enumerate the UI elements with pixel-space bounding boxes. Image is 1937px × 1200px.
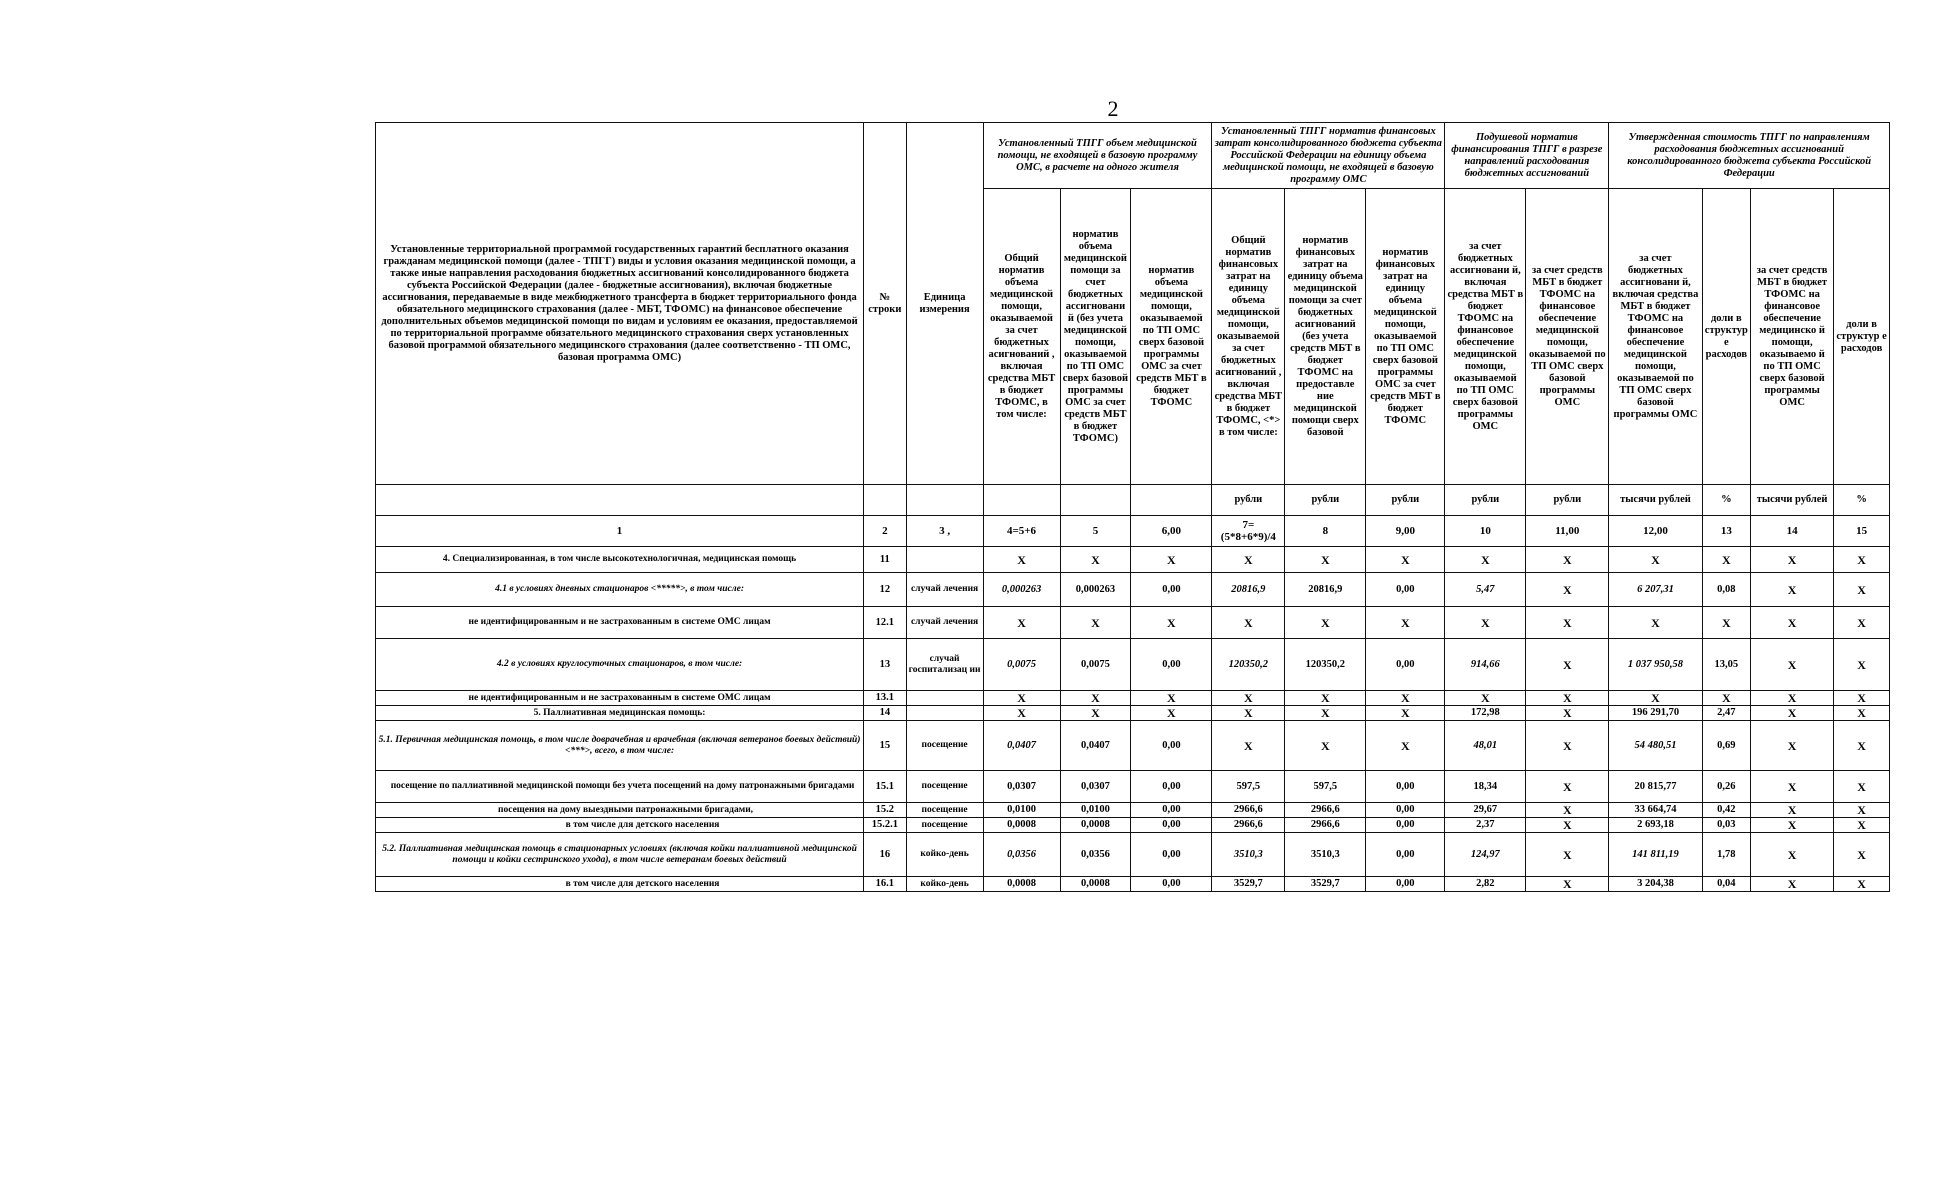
header-col-12: за счет бюджетных ассигновани й, включая средства МБТ в бюджет ТФОМС на финансовое обеспечение медицинской помощи, оказываемой по ТП ОМС сверх базовой программы ОМС	[1609, 189, 1702, 485]
table-row	[376, 721, 1890, 771]
header-col-6: норматив объема медицинской помощи, оказываемой по ТП ОМС сверх базовой программы ОМС за счет средств МБТ в бюджет ТФОМС	[1131, 189, 1212, 485]
header-col-5: норматив объема медицинской помощи за счет бюджетных ассигновани й (без учета медицинской помощи, оказываемой по ТП ОМС сверх базовой программы ОМС за счет средств МБТ в бюджет ТФОМС)	[1060, 189, 1131, 485]
table-cell: X	[1212, 691, 1285, 706]
index-cell: 15	[1834, 516, 1890, 547]
table-cell: X	[1834, 573, 1890, 607]
header-col-8: норматив финансовых затрат на единицу объема медицинской помощи за счет бюджетных асигнований (без учета средств МБТ в бюджет ТФОМС на предоставле ние медицинской помощи сверх базовой	[1285, 189, 1366, 485]
table-row	[376, 833, 1890, 877]
table-cell: 141 811,19	[1609, 833, 1702, 877]
unit-cell: %	[1834, 485, 1890, 516]
index-cell: 13	[1702, 516, 1751, 547]
table-cell: 0,0407	[983, 721, 1060, 771]
header-col-10: за счет бюджетных ассигновани й, включая средства МБТ в бюджет ТФОМС на финансовое обеспечение медицинской помощи, оказываемой по ТП ОМС сверх базовой программы ОМС	[1445, 189, 1526, 485]
unit-cell: рубли	[1285, 485, 1366, 516]
table-cell: 0,0075	[983, 639, 1060, 691]
row-unit: койко-день	[906, 877, 983, 892]
table-cell: X	[1751, 833, 1834, 877]
table-cell: 20816,9	[1212, 573, 1285, 607]
table-row	[376, 771, 1890, 803]
index-cell: 5	[1060, 516, 1131, 547]
table-cell: X	[1060, 691, 1131, 706]
header-group-cost-norm: Установленный ТПГГ норматив финансовых затрат консолидированного бюджета субъекта Российской Федерации на единицу объема медицинской помощи, не входящей в базовую программу ОМС	[1212, 123, 1445, 189]
table-cell: 0,0407	[1060, 721, 1131, 771]
table-cell: X	[1834, 691, 1890, 706]
table-cell: 0,00	[1131, 573, 1212, 607]
index-cell: 6,00	[1131, 516, 1212, 547]
header-unit: Единица измерения	[906, 123, 983, 485]
index-cell: 9,00	[1366, 516, 1445, 547]
row-unit	[906, 691, 983, 706]
header-col-14: за счет средств МБТ в бюджет ТФОМС на финансовое обеспечение медицинско й помощи, оказываемо й по ТП ОМС сверх базовой программы ОМС	[1751, 189, 1834, 485]
table-cell: 0,00	[1131, 721, 1212, 771]
table-cell: X	[1702, 547, 1751, 573]
table-cell: 0,000263	[983, 573, 1060, 607]
table-cell: 0,0356	[1060, 833, 1131, 877]
table-cell: X	[1751, 877, 1834, 892]
table-cell: 0,0307	[983, 771, 1060, 803]
index-cell: 7= (5*8+6*9)/4	[1212, 516, 1285, 547]
row-name: не идентифицированным и не застрахованным в системе ОМС лицам	[376, 691, 864, 706]
table-cell: X	[1834, 721, 1890, 771]
unit-cell: тысячи рублей	[1609, 485, 1702, 516]
table-cell: 120350,2	[1212, 639, 1285, 691]
table-cell: 3510,3	[1285, 833, 1366, 877]
table-cell: 0,00	[1131, 877, 1212, 892]
table-cell: 0,26	[1702, 771, 1751, 803]
table-cell: 0,00	[1366, 803, 1445, 818]
table-cell: 2,82	[1445, 877, 1526, 892]
unit-cell: рубли	[1366, 485, 1445, 516]
table-cell: X	[1751, 547, 1834, 573]
header-col-15: доли в структур е расходов	[1834, 189, 1890, 485]
table-cell: 20 815,77	[1609, 771, 1702, 803]
row-name: 4. Специализированная, в том числе высокотехнологичная, медицинская помощь	[376, 547, 864, 573]
table-cell: X	[1751, 691, 1834, 706]
table-cell: 5,47	[1445, 573, 1526, 607]
unit-cell: %	[1702, 485, 1751, 516]
row-number: 12.1	[864, 607, 907, 639]
row-unit: случай госпитализац ии	[906, 639, 983, 691]
table-cell: X	[1834, 833, 1890, 877]
table-row	[376, 691, 1890, 706]
table-cell: X	[1609, 607, 1702, 639]
table-cell: X	[1366, 607, 1445, 639]
row-number: 11	[864, 547, 907, 573]
table-cell: 33 664,74	[1609, 803, 1702, 818]
row-name: 5.1. Первичная медицинская помощь, в том числе доврачебная и врачебная (включая ветеранов боевых действий) <***>, всего, в том числе:	[376, 721, 864, 771]
table-cell: 0,69	[1702, 721, 1751, 771]
header-col-9: норматив финансовых затрат на единицу объема медицинской помощи, оказываемой по ТП ОМС сверх базовой программы ОМС за счет средств МБТ в бюджет ТФОМС	[1366, 189, 1445, 485]
header-description: Установленные территориальной программой государственных гарантий бесплатного оказания гражданам медицинской помощи (далее - ТПГГ) виды и условия оказания медицинской помощи, а также иные направления расходования бюджетных ассигнований консолидированного бюджета субъекта Российской Федерации (далее - бюджетные ассигнования), включая бюджетные ассигнования, передаваемые в виде межбюджетного трансферта в бюджет территориального фонда обязательного медицинского страхования (далее - МБТ, ТФОМС) на финансовое обеспечение дополнительных объемов медицинской помощи по видам и условиям ее оказания, предоставляемой по территориальной программе обязательного медицинского страхования сверх установленных базовой программой обязательного медицинского страхования (далее соответственно - ТП ОМС, базовая программа ОМС)	[376, 123, 864, 485]
table-cell: 0,0356	[983, 833, 1060, 877]
index-cell: 8	[1285, 516, 1366, 547]
row-number: 15.1	[864, 771, 907, 803]
table-cell: 2 693,18	[1609, 818, 1702, 833]
table-cell: 196 291,70	[1609, 706, 1702, 721]
index-cell: 1	[376, 516, 864, 547]
unit-cell: рубли	[1445, 485, 1526, 516]
table-cell: X	[1131, 607, 1212, 639]
row-name: посещения на дому выездными патронажными бригадами,	[376, 803, 864, 818]
row-unit: посещение	[906, 771, 983, 803]
table-cell: 0,0008	[1060, 818, 1131, 833]
table-cell: X	[1609, 547, 1702, 573]
table-cell: X	[1445, 607, 1526, 639]
table-cell: 0,04	[1702, 877, 1751, 892]
table-cell: 914,66	[1445, 639, 1526, 691]
row-number: 15.2	[864, 803, 907, 818]
table-cell: X	[1212, 547, 1285, 573]
table-row	[376, 639, 1890, 691]
table-cell: X	[1834, 818, 1890, 833]
table-row	[376, 547, 1890, 573]
row-number: 16	[864, 833, 907, 877]
row-unit	[906, 547, 983, 573]
table-cell: X	[1285, 607, 1366, 639]
table-cell: 2966,6	[1212, 803, 1285, 818]
table-body	[376, 547, 1890, 892]
table-cell: 0,0100	[1060, 803, 1131, 818]
table-cell: 0,00	[1131, 818, 1212, 833]
header-col-11: за счет средств МБТ в бюджет ТФОМС на финансовое обеспечение медицинской помощи, оказываемой по ТП ОМС сверх базовой программы ОМС	[1526, 189, 1609, 485]
table-cell: 0,00	[1366, 877, 1445, 892]
table-cell: 3529,7	[1285, 877, 1366, 892]
row-unit: посещение	[906, 803, 983, 818]
row-number: 13.1	[864, 691, 907, 706]
table-cell: X	[1526, 803, 1609, 818]
table-cell: X	[1131, 547, 1212, 573]
table-cell: 0,0100	[983, 803, 1060, 818]
table-cell: 0,00	[1366, 771, 1445, 803]
table-cell: X	[1526, 639, 1609, 691]
row-name: посещение по паллиативной медицинской помощи без учета посещений на дому патронажными бригадами	[376, 771, 864, 803]
table-cell: X	[1285, 721, 1366, 771]
table-cell: X	[1285, 547, 1366, 573]
table-cell: X	[1366, 706, 1445, 721]
table-cell: X	[983, 706, 1060, 721]
row-name: в том числе для детского населения	[376, 818, 864, 833]
table-cell: X	[1834, 771, 1890, 803]
row-unit	[906, 706, 983, 721]
table-cell: 48,01	[1445, 721, 1526, 771]
header-col-4: Общий норматив объема медицинской помощи, оказываемой за счет бюджетных асигнований , включая средства МБТ в бюджет ТФОМС, в том числе:	[983, 189, 1060, 485]
table-cell: 20816,9	[1285, 573, 1366, 607]
table-cell: 597,5	[1285, 771, 1366, 803]
index-cell: 11,00	[1526, 516, 1609, 547]
index-cell: 3 ,	[906, 516, 983, 547]
table-cell: X	[1751, 721, 1834, 771]
row-unit: случай лечения	[906, 573, 983, 607]
header-col-13: доли в структур е расходов	[1702, 189, 1751, 485]
table-cell: X	[1212, 706, 1285, 721]
table-row	[376, 877, 1890, 892]
table-cell: X	[1834, 706, 1890, 721]
table-cell: X	[983, 607, 1060, 639]
table-cell: X	[1526, 833, 1609, 877]
row-name: в том числе для детского населения	[376, 877, 864, 892]
table-cell: X	[1366, 721, 1445, 771]
header-group-approved-cost: Утвержденная стоимость ТПГГ по направлениям расходования бюджетных ассигнований консолидированного бюджета субъекта Российской Федерации	[1609, 123, 1890, 189]
table-cell: 0,0008	[1060, 877, 1131, 892]
index-cell: 2	[864, 516, 907, 547]
table-cell: X	[1060, 607, 1131, 639]
row-name: 5.2. Паллиативная медицинская помощь в стационарных условиях (включая койки паллиативной медицинской помощи и койки сестринского ухода), в том числе ветеранам боевых действий	[376, 833, 864, 877]
table-cell: 2966,6	[1212, 818, 1285, 833]
table-cell: X	[1834, 547, 1890, 573]
table-cell: 0,00	[1131, 833, 1212, 877]
header-group-per-capita: Подушевой норматив финансирования ТПГГ в разрезе направлений расходования бюджетных ассигнований	[1445, 123, 1609, 189]
table-cell: X	[1526, 877, 1609, 892]
row-number: 13	[864, 639, 907, 691]
row-name: 4.1 в условиях дневных стационаров <*****>, в том числе:	[376, 573, 864, 607]
header-group-volume: Установленный ТПГГ объем медицинской помощи, не входящей в базовую программу ОМС, в расчете на одного жителя	[983, 123, 1212, 189]
row-number: 14	[864, 706, 907, 721]
row-name: 4.2 в условиях круглосуточных стационаров, в том числе:	[376, 639, 864, 691]
table-cell: X	[1526, 706, 1609, 721]
table-cell: 3 204,38	[1609, 877, 1702, 892]
table-cell: 29,67	[1445, 803, 1526, 818]
table-cell: 0,08	[1702, 573, 1751, 607]
row-name: 5. Паллиативная медицинская помощь:	[376, 706, 864, 721]
table-cell: 54 480,51	[1609, 721, 1702, 771]
table-cell: 18,34	[1445, 771, 1526, 803]
header-row-num: № строки	[864, 123, 907, 485]
table-cell: X	[1212, 721, 1285, 771]
funding-table	[375, 122, 1890, 892]
table-cell: X	[1702, 691, 1751, 706]
table-cell: X	[1060, 706, 1131, 721]
table-cell: X	[1609, 691, 1702, 706]
table-row	[376, 706, 1890, 721]
table-cell: X	[1526, 721, 1609, 771]
table-cell: 124,97	[1445, 833, 1526, 877]
table-cell: X	[1834, 639, 1890, 691]
table-cell: X	[1834, 877, 1890, 892]
index-cell: 4=5+6	[983, 516, 1060, 547]
table-cell: X	[1366, 547, 1445, 573]
table-cell: 0,0008	[983, 877, 1060, 892]
table-cell: X	[983, 547, 1060, 573]
row-number: 15	[864, 721, 907, 771]
table-cell: 0,00	[1366, 833, 1445, 877]
table-cell: 0,00	[1366, 639, 1445, 691]
table-cell: X	[1212, 607, 1285, 639]
table-cell: X	[1445, 691, 1526, 706]
index-cell: 10	[1445, 516, 1526, 547]
table-cell: 3529,7	[1212, 877, 1285, 892]
table-cell: X	[1131, 691, 1212, 706]
row-unit: случай лечения	[906, 607, 983, 639]
page-number: 2	[1107, 96, 1119, 121]
table-cell: X	[1751, 771, 1834, 803]
table-cell: X	[1526, 691, 1609, 706]
table-cell: X	[1285, 691, 1366, 706]
table-cell: 0,00	[1366, 818, 1445, 833]
table-cell: 2966,6	[1285, 818, 1366, 833]
header-col-7: Общий норматив финансовых затрат на единицу объема медицинской помощи, оказываемой за счет бюджетных асигнований , включая средства МБТ в бюджет ТФОМС, <*> в том числе:	[1212, 189, 1285, 485]
table-cell: 172,98	[1445, 706, 1526, 721]
table-cell: X	[1526, 547, 1609, 573]
table-row	[376, 607, 1890, 639]
table-cell: X	[1702, 607, 1751, 639]
table-row	[376, 818, 1890, 833]
table-cell: 2,37	[1445, 818, 1526, 833]
table-cell: X	[1751, 639, 1834, 691]
table-cell: X	[1834, 607, 1890, 639]
table-row	[376, 573, 1890, 607]
row-number: 15.2.1	[864, 818, 907, 833]
table-cell: X	[983, 691, 1060, 706]
row-unit: койко-день	[906, 833, 983, 877]
table-cell: 6 207,31	[1609, 573, 1702, 607]
table-row	[376, 803, 1890, 818]
table-cell: X	[1131, 706, 1212, 721]
table-cell: 2,47	[1702, 706, 1751, 721]
index-cell: 14	[1751, 516, 1834, 547]
table-cell: 2966,6	[1285, 803, 1366, 818]
table-cell: 0,00	[1131, 639, 1212, 691]
table-cell: X	[1526, 818, 1609, 833]
table-cell: 0,42	[1702, 803, 1751, 818]
table-cell: 0,0008	[983, 818, 1060, 833]
table-cell: X	[1445, 547, 1526, 573]
row-unit: посещение	[906, 721, 983, 771]
table-cell: X	[1834, 803, 1890, 818]
row-number: 16.1	[864, 877, 907, 892]
table-cell: 0,03	[1702, 818, 1751, 833]
table-cell: X	[1366, 691, 1445, 706]
unit-cell: рубли	[1212, 485, 1285, 516]
table-cell: 1,78	[1702, 833, 1751, 877]
table-cell: 0,00	[1131, 803, 1212, 818]
table-cell: 0,00	[1366, 573, 1445, 607]
table-cell: X	[1526, 607, 1609, 639]
table-cell: 0,000263	[1060, 573, 1131, 607]
table-cell: 597,5	[1212, 771, 1285, 803]
row-number: 12	[864, 573, 907, 607]
row-unit: посещение	[906, 818, 983, 833]
table-cell: X	[1526, 771, 1609, 803]
table-cell: 1 037 950,58	[1609, 639, 1702, 691]
unit-cell: тысячи рублей	[1751, 485, 1834, 516]
table-cell: 120350,2	[1285, 639, 1366, 691]
index-cell: 12,00	[1609, 516, 1702, 547]
table-cell: 0,0307	[1060, 771, 1131, 803]
table-cell: 13,05	[1702, 639, 1751, 691]
unit-cell: рубли	[1526, 485, 1609, 516]
table-cell: X	[1751, 803, 1834, 818]
table-cell: X	[1751, 607, 1834, 639]
row-name: не идентифицированным и не застрахованным в системе ОМС лицам	[376, 607, 864, 639]
table-cell: 0,0075	[1060, 639, 1131, 691]
table-cell: 3510,3	[1212, 833, 1285, 877]
table-cell: X	[1751, 573, 1834, 607]
table-cell: X	[1526, 573, 1609, 607]
table-cell: 0,00	[1131, 771, 1212, 803]
table-cell: X	[1285, 706, 1366, 721]
table-cell: X	[1751, 706, 1834, 721]
table-cell: X	[1751, 818, 1834, 833]
table-cell: X	[1060, 547, 1131, 573]
